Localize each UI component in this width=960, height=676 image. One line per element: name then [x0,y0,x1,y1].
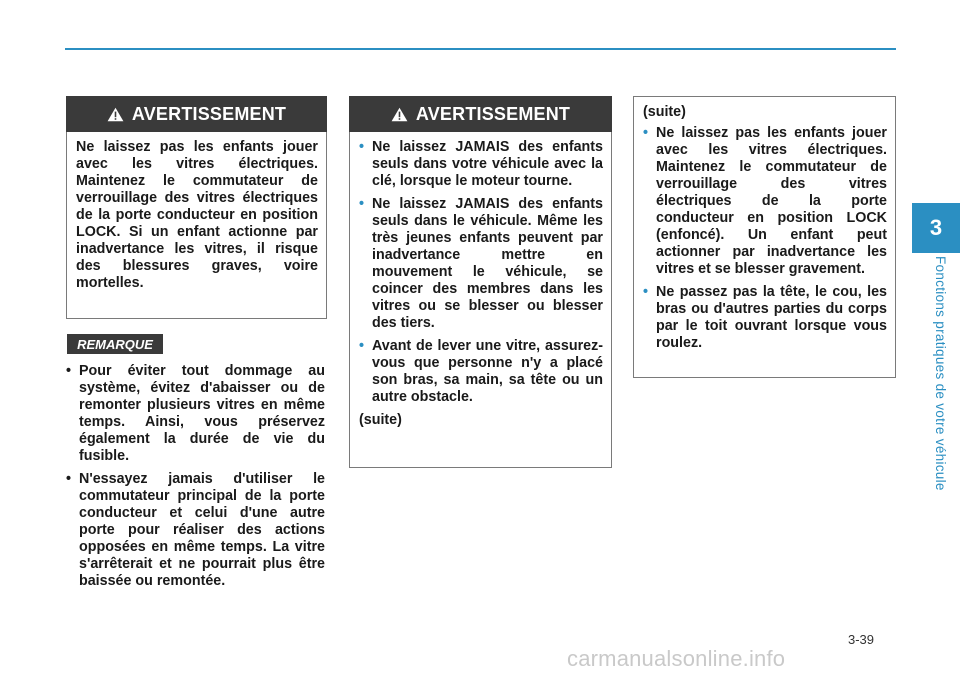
warning-body [634,97,895,366]
warning-heading: AVERTISSEMENT [131,103,287,124]
chapter-number-tab [912,203,960,253]
list-item: • Ne passez pas la tête, le cou, les bras ou d'autres parties du corps par le toit ouvrant lorsque vous roulez. [643,284,887,351]
warning-heading: AVERTISSEMENT [415,103,571,124]
warning-header [66,96,327,132]
bullet: • [643,284,649,300]
warning-body [350,132,611,437]
warning-text: Ne laissez pas les enfants jouer avec les vitres électriques. Maintenez le commutateur de verrouillage des vitres électriques de la porte conducteur en position LOCK. Si un enfant actionne par inadvertance les vitres, il risque des blessures graves, voire mortelles. [76,139,318,291]
page-number: 3-39 [848,632,875,647]
warning-box-2 [349,96,612,468]
bullet: • [643,125,649,141]
bullet: • [66,471,72,487]
remark-label: REMARQUE [67,334,163,354]
continued-label: (suite) [359,412,402,428]
chapter-number: 3 [929,215,943,240]
list-item: • N'essayez jamais d'utiliser le commutateur principal de la porte conducteur et celui d'une autre porte pour réaliser des actions opposées en même temps. La vitre s'arrêterait et ne pourrait plus être baissée ou remontée. [66,471,325,589]
list-item: • Avant de lever une vitre, assurez-vous que personne n'y a placé son bras, sa main, sa tête ou un autre obstacle. [359,338,603,405]
remark-list [66,363,325,596]
list-item: • Pour éviter tout dommage au système, évitez d'abaisser ou de remonter plusieurs vitres en même temps. Ainsi, vous préservez également la durée de vie du fusible. [66,363,325,464]
watermark: carmanualsonline.info [567,646,786,671]
warning-box-3 [633,96,896,378]
warning-box-1 [66,96,327,319]
list-item: • Ne laissez pas les enfants jouer avec les vitres électriques. Maintenez le commutateur de verrouillage des vitres électriques de la porte conducteur en position LOCK (enfoncé). Un enfant peut actionner par inadvertance les vitres et se blesser gravement. [643,125,887,277]
warning-header [349,96,612,132]
bullet: • [359,139,365,155]
top-rule [65,48,896,50]
list-item: • Ne laissez JAMAIS des enfants seuls dans le véhicule. Même les très jeunes enfants peuvent par inadvertance mettre en mouvement le véhicule, se coincer des membres dans les vitres ou se blesser ou blesser des tiers. [359,196,603,331]
warning-triangle-icon [391,107,408,122]
bullet: • [359,196,365,212]
bullet: • [359,338,365,354]
chapter-title: Fonctions pratiques de votre véhicule [933,256,948,491]
bullet: • [66,363,72,379]
list-item: • Ne laissez JAMAIS des enfants seuls dans votre véhicule avec la clé, lorsque le moteur tourne. [359,139,603,189]
continued-from-label: (suite) [643,104,686,120]
warning-triangle-icon [107,107,124,122]
